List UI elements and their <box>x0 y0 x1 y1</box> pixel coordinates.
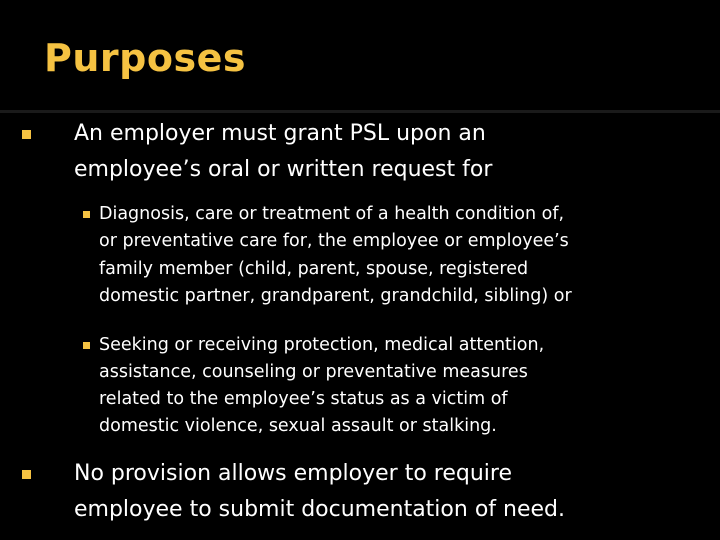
title-bar <box>0 0 720 113</box>
bullet-marker <box>22 470 31 479</box>
slide-title: Purposes <box>44 36 246 80</box>
bullet-1-line-2: employee’s oral or written request for <box>74 157 493 182</box>
bullet-marker <box>22 130 31 139</box>
sub-bullet-1-line-1: Diagnosis, care or treatment of a health condition of, <box>99 204 565 224</box>
sub-bullet-1-line-2: or preventative care for, the employee or employee’s <box>99 231 569 251</box>
sub-bullet-2-line-3: related to the employee’s status as a victim of <box>99 389 508 409</box>
sub-bullet-1-line-4: domestic partner, grandparent, grandchild, sibling) or <box>99 286 572 306</box>
sub-bullet-marker <box>83 211 90 218</box>
sub-bullet-2-line-1: Seeking or receiving protection, medical attention, <box>99 335 545 355</box>
sub-bullet-1-line-3: family member (child, parent, spouse, registered <box>99 259 529 279</box>
slide-content <box>0 113 720 540</box>
sub-bullet-2-line-2: assistance, counseling or preventative measures <box>99 362 528 382</box>
bullet-2-line-2: employee to submit documentation of need. <box>74 497 565 522</box>
bullet-1-line-1: An employer must grant PSL upon an <box>74 121 486 146</box>
bullet-2-line-1: No provision allows employer to require <box>74 461 513 486</box>
sub-bullet-marker <box>83 342 90 349</box>
sub-bullet-2-line-4: domestic violence, sexual assault or stalking. <box>99 416 497 436</box>
